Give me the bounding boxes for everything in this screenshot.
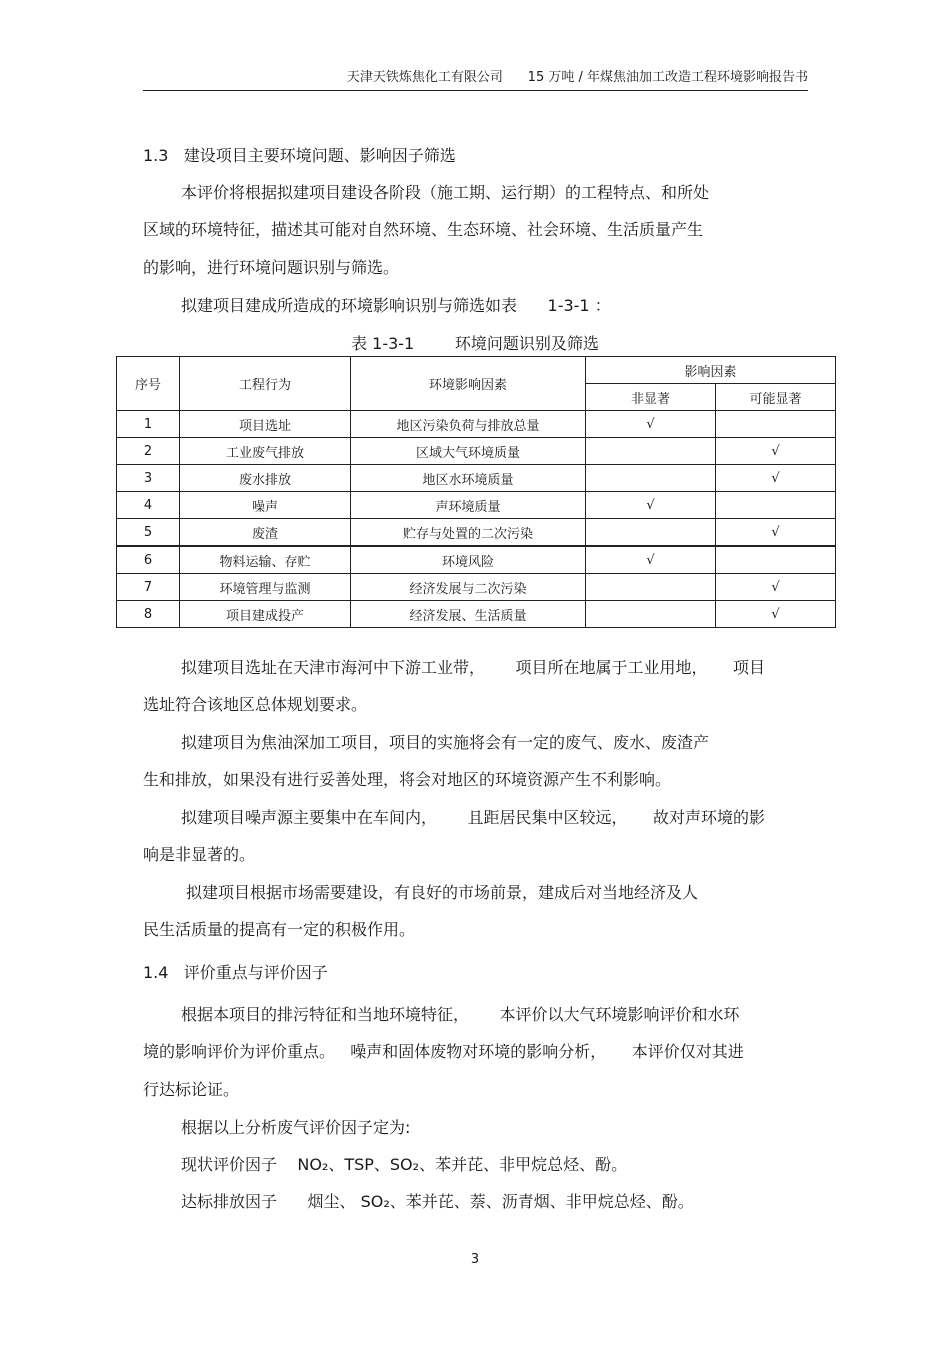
table-row <box>117 438 836 465</box>
cell-maybe-significant <box>716 546 836 574</box>
cell-factor: 经济发展与二次污染 <box>351 574 586 601</box>
table-row <box>117 411 836 438</box>
section-1-3-heading: 1.3 建设项目主要环境问题、影响因子筛选 <box>143 146 456 165</box>
cell-seq: 4 <box>117 492 180 519</box>
paragraph-line: 响是非显著的。 <box>143 845 256 864</box>
cell-maybe-significant <box>716 411 836 438</box>
cell-activity: 项目建成投产 <box>180 601 351 628</box>
cell-activity: 环境管理与监测 <box>180 574 351 601</box>
cell-activity: 工业废气排放 <box>180 438 351 465</box>
paragraph-line: 民生活质量的提高有一定的积极作用。 <box>143 920 416 939</box>
header-rule <box>143 90 808 91</box>
cell-seq: 1 <box>117 411 180 438</box>
cell-factor: 声环境质量 <box>351 492 586 519</box>
cell-not-significant: √ <box>586 546 716 574</box>
table-row <box>117 492 836 519</box>
cell-seq: 2 <box>117 438 180 465</box>
section-1-4-heading: 1.4 评价重点与评价因子 <box>143 963 328 982</box>
cell-factor: 经济发展、生活质量 <box>351 601 586 628</box>
paragraph-line: 拟建项目噪声源主要集中在车间内， 且距居民集中区较远， 故对声环境的影 <box>181 808 765 827</box>
paragraph-line: 拟建项目为焦油深加工项目，项目的实施将会有一定的废气、废水、废渣产 <box>181 733 710 752</box>
cell-activity: 噪声 <box>180 492 351 519</box>
table-row <box>117 574 836 601</box>
cell-maybe-significant: √ <box>716 519 836 547</box>
col-header-not-significant: 非显著 <box>586 384 716 411</box>
paragraph-line: 根据以上分析废气评价因子定为: <box>181 1118 411 1137</box>
cell-not-significant <box>586 438 716 465</box>
cell-factor: 地区污染负荷与排放总量 <box>351 411 586 438</box>
cell-seq: 5 <box>117 519 180 547</box>
cell-seq: 6 <box>117 546 180 574</box>
cell-maybe-significant: √ <box>716 465 836 492</box>
cell-not-significant <box>586 601 716 628</box>
cell-not-significant <box>586 465 716 492</box>
cell-seq: 8 <box>117 601 180 628</box>
table-caption: 表 1-3-1 环境问题识别及筛选 <box>351 334 599 353</box>
table-row <box>117 601 836 628</box>
cell-not-significant <box>586 519 716 547</box>
cell-factor: 区域大气环境质量 <box>351 438 586 465</box>
cell-activity: 项目选址 <box>180 411 351 438</box>
col-header-influence: 影响因素 <box>586 357 836 384</box>
paragraph-line: 达标排放因子 烟尘、 SO₂、苯并芘、萘、沥青烟、非甲烷总烃、酚。 <box>181 1192 694 1211</box>
running-header: 天津天铁炼焦化工有限公司 15 万吨 / 年煤焦油加工改造工程环境影响报告书 <box>346 70 808 85</box>
cell-activity: 物料运输、存贮 <box>180 546 351 574</box>
paragraph-line: 拟建项目建成所造成的环境影响识别与筛选如表 1-3-1 ： <box>181 296 611 315</box>
cell-factor: 贮存与处置的二次污染 <box>351 519 586 547</box>
page-number: 3 <box>470 1252 480 1267</box>
cell-activity: 废水排放 <box>180 465 351 492</box>
screening-table <box>116 356 836 628</box>
cell-seq: 7 <box>117 574 180 601</box>
cell-not-significant: √ <box>586 492 716 519</box>
cell-activity: 废渣 <box>180 519 351 547</box>
cell-factor: 地区水环境质量 <box>351 465 586 492</box>
table-row <box>117 465 836 492</box>
cell-maybe-significant <box>716 492 836 519</box>
col-header-maybe-significant: 可能显著 <box>716 384 836 411</box>
cell-not-significant <box>586 574 716 601</box>
cell-maybe-significant: √ <box>716 438 836 465</box>
paragraph-line: 本评价将根据拟建项目建设各阶段（施工期、运行期）的工程特点、和所处 <box>181 183 710 202</box>
paragraph-line: 区域的环境特征，描述其可能对自然环境、生态环境、社会环境、生活质量产生 <box>143 220 704 239</box>
cell-maybe-significant: √ <box>716 601 836 628</box>
col-header-activity: 工程行为 <box>180 357 351 411</box>
cell-seq: 3 <box>117 465 180 492</box>
cell-factor: 环境风险 <box>351 546 586 574</box>
paragraph-line: 拟建项目选址在天津市海河中下游工业带， 项目所在地属于工业用地， 项目 <box>181 658 765 677</box>
paragraph-line: 根据本项目的排污特征和当地环境特征， 本评价以大气环境影响评价和水环 <box>181 1005 740 1024</box>
paragraph-line: 选址符合该地区总体规划要求。 <box>143 695 368 714</box>
table-row <box>117 546 836 574</box>
paragraph-line: 的影响，进行环境问题识别与筛选。 <box>143 258 400 277</box>
cell-maybe-significant: √ <box>716 574 836 601</box>
cell-not-significant: √ <box>586 411 716 438</box>
paragraph-line: 生和排放，如果没有进行妥善处理，将会对地区的环境资源产生不利影响。 <box>143 770 672 789</box>
paragraph-line: 现状评价因子 NO₂、TSP、SO₂、苯并芘、非甲烷总烃、酚。 <box>181 1155 628 1174</box>
col-header-seq: 序号 <box>117 357 180 411</box>
paragraph-line: 行达标论证。 <box>143 1080 240 1099</box>
paragraph-line: 境的影响评价为评价重点。 噪声和固体废物对环境的影响分析， 本评价仅对其进 <box>143 1042 744 1061</box>
table-row <box>117 519 836 547</box>
col-header-factor: 环境影响因素 <box>351 357 586 411</box>
paragraph-line: 拟建项目根据市场需要建设，有良好的市场前景，建成后对当地经济及人 <box>186 883 699 902</box>
